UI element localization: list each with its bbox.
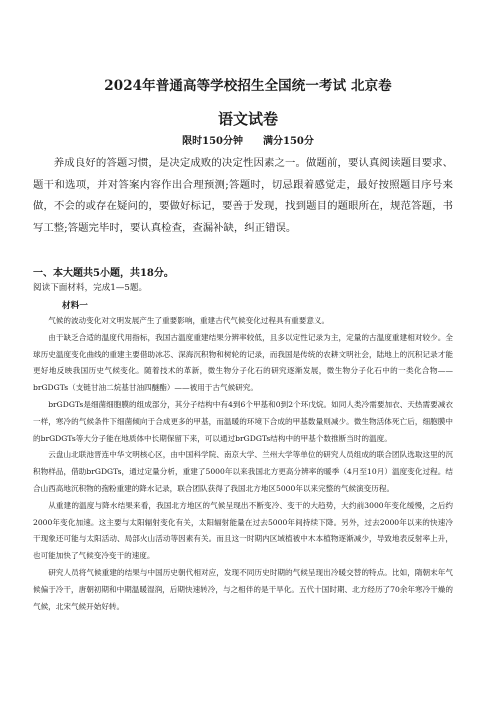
exam-subtitle: 语文试卷 <box>217 110 278 128</box>
paragraph: 研究人员将气候重建的结果与中国历史朝代相对应，发现不同历史时期的气候呈现出冷暖交替的特点。比如，隋朝末年气候偏于冷干，唐朝初期和中期温暖湿润，后期快速转冷，与之相伴的是干旱化。五代十国时期、北方经历了70余年寒冷干燥的气候，北宋气候开始好转。 <box>33 567 453 611</box>
reading-instruction: 阅读下面材料，完成1—5题。 <box>33 283 148 293</box>
paragraph: 云盘山北联池晋连中华文明核心区，由中国科学院、南京大学、兰州大学等单位的研究人员组成的联合团队选取这里的沉积物样品，借助brGDGTs，通过定量分析，重建了5000年以来我国北方更高分辨率的暖季（4月至10月）温度变化过程。结合山西高地沉积物的孢粉重建的降水记录，联合团队获得了我国北方地区5000年以来完整的气候演变历程。 <box>33 450 453 493</box>
paragraph: 由于缺乏合适的温度代用指标，我国古温度重建结果分辨率较低，且多以定性记录为主，定量的古温度重建相对较少。全球历史温度变化曲线的重建主要借助冰芯、深海沉积物和树轮的记录，而我国是传统的农耕文明社会，陆地上的沉积记录才能更好地反映我国历史气候变化。随着技术的革新，微生物分子化石的研究逐渐发展，微生物分子化石中的一类化合物——brGDGTs（支链甘油二烷基甘油四醚酯）——被用于古气候研究。 <box>33 332 453 393</box>
exam-notice: 养成良好的答题习惯，是决定成败的决定性因素之一。做题前，要认真阅读题目要求、题干和选项，并对答案内容作出合理预测;答题时，切忌跟着感觉走，最好按照题目序号来做，不会的或存在疑问的，要做好标记，要善于发现，找到题目的题眼所在，规范答题，书写工整;答题完毕时，要认真检查，查漏补缺，纠正错误。 <box>33 157 453 234</box>
section-heading: 一、本大题共5小题，共18分。 <box>33 268 174 279</box>
paragraph: brGDGTs是细菌细胞膜的组成部分，其分子结构中有4到6个甲基和0到2个环戊烷。如同人类冷需要加衣、天热需要减衣一样，寒冷的气候条件下细菌倾向于合成更多的甲基，而温暖的环境下合成的甲基数量则减少。微生物活体死亡后，细胞膜中的brGDGTs等大分子能在地质体中长期保留下来，可以通过brGDGTs结构中的甲基个数推断当时的温度。 <box>33 399 453 443</box>
material-body <box>33 313 453 615</box>
exam-title: 2024年普通高等学校招生全国统一考试 北京卷 <box>104 78 392 94</box>
paragraph: 从重建的温度与降水结果来看，我国北方地区的气候呈现出不断变冷、变干的大趋势，大约前3000年变化缓慢，之后约2000年变化加速。这主要与太阳辐射变化有关，太阳辐射能量在过去5000年间持续下降。另外，过去2000年以来的快速冷干现象还可能与太阳活动、局部火山活动等因素有关。而且这一时期内区域植被中木本植物逐渐减少，导致地表反射率上升，也可能加快了气候变冷变干的速度。 <box>33 500 453 561</box>
time-score-info: 限时150分钟 满分150分 <box>182 136 314 147</box>
material-label: 材料一 <box>62 301 88 311</box>
paragraph: 气候的波动变化对文明发展产生了重要影响，重建古代气候变化过程具有重要意义。 <box>48 316 330 325</box>
